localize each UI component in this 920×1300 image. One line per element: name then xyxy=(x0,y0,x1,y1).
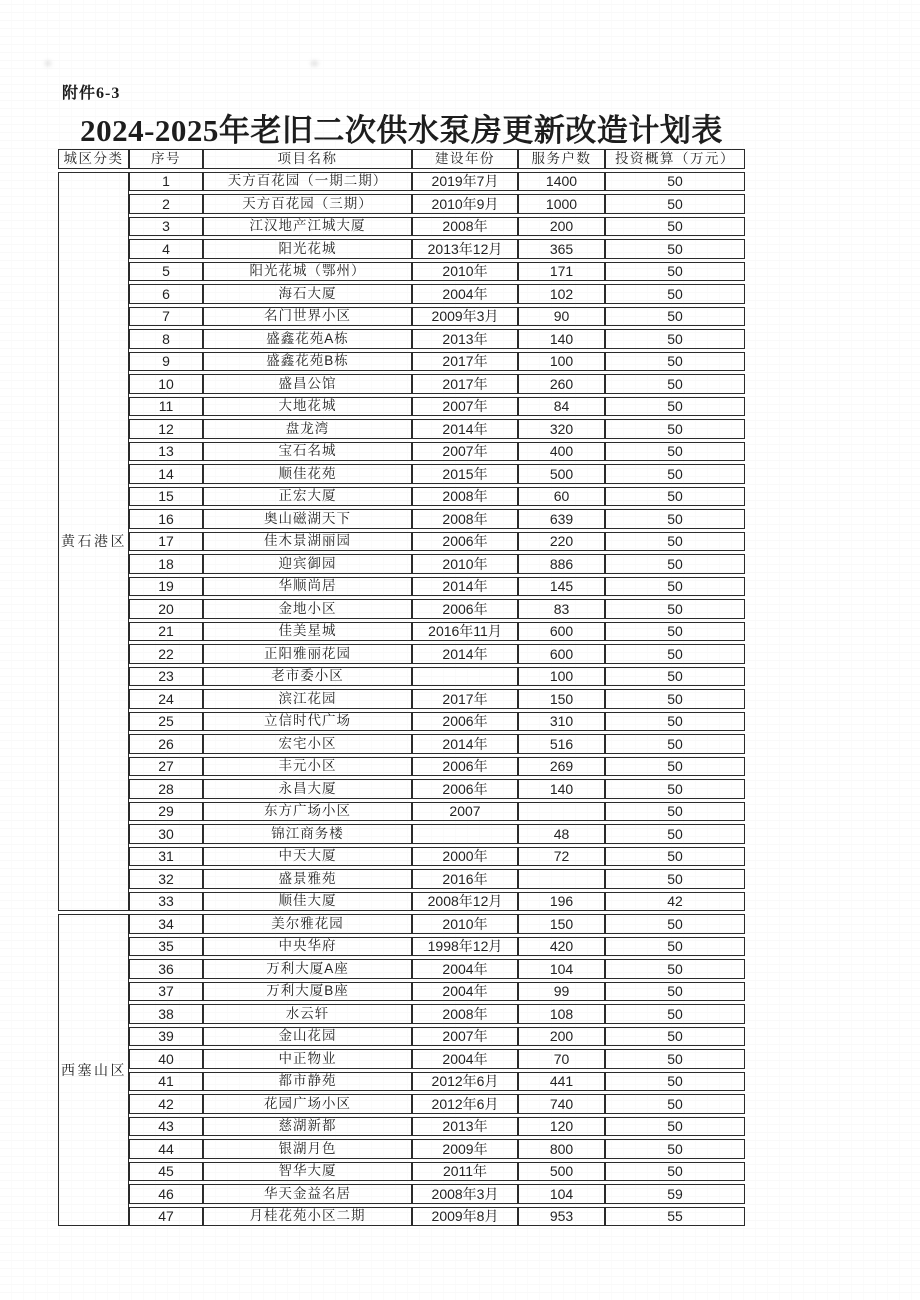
cell-year: 2009年8月 xyxy=(412,1207,518,1227)
table-row xyxy=(58,487,745,507)
cell-year: 2017年 xyxy=(412,689,518,709)
cell-name: 滨江花园 xyxy=(203,689,412,709)
cell-investment: 50 xyxy=(605,779,745,799)
cell-investment: 50 xyxy=(605,262,745,282)
cell-investment: 50 xyxy=(605,194,745,214)
cell-year: 2012年6月 xyxy=(412,1094,518,1114)
col-header-name: 项目名称 xyxy=(203,149,412,169)
cell-year: 2010年 xyxy=(412,262,518,282)
cell-name: 水云轩 xyxy=(203,1004,412,1024)
cell-investment: 50 xyxy=(605,599,745,619)
cell-investment: 50 xyxy=(605,532,745,552)
cell-investment: 50 xyxy=(605,824,745,844)
cell-households: 800 xyxy=(518,1139,605,1159)
cell-name: 顺佳大厦 xyxy=(203,892,412,912)
cell-households: 200 xyxy=(518,1027,605,1047)
cell-name: 迎宾御园 xyxy=(203,554,412,574)
cell-seq: 2 xyxy=(129,194,203,214)
table-row xyxy=(58,464,745,484)
cell-name: 都市静苑 xyxy=(203,1072,412,1092)
cell-households: 140 xyxy=(518,779,605,799)
cell-name: 江汉地产江城大厦 xyxy=(203,217,412,237)
cell-seq: 16 xyxy=(129,509,203,529)
cell-year: 2008年 xyxy=(412,217,518,237)
cell-investment: 50 xyxy=(605,284,745,304)
table-row xyxy=(58,982,745,1002)
table-row xyxy=(58,1117,745,1137)
cell-investment: 50 xyxy=(605,487,745,507)
cell-households: 1000 xyxy=(518,194,605,214)
cell-name: 金地小区 xyxy=(203,599,412,619)
cell-households: 90 xyxy=(518,307,605,327)
cell-investment: 50 xyxy=(605,577,745,597)
cell-investment: 50 xyxy=(605,1004,745,1024)
cell-investment: 50 xyxy=(605,734,745,754)
cell-households: 48 xyxy=(518,824,605,844)
cell-year: 2016年11月 xyxy=(412,622,518,642)
cell-year: 2010年 xyxy=(412,914,518,934)
cell-year: 2019年7月 xyxy=(412,172,518,192)
cell-year: 2008年12月 xyxy=(412,892,518,912)
cell-investment: 50 xyxy=(605,374,745,394)
table-row xyxy=(58,1162,745,1182)
attachment-label: 附件6-3 xyxy=(62,85,121,102)
cell-investment: 50 xyxy=(605,397,745,417)
table-row xyxy=(58,419,745,439)
cell-year: 2009年 xyxy=(412,1139,518,1159)
col-header-year: 建设年份 xyxy=(412,149,518,169)
cell-seq: 37 xyxy=(129,982,203,1002)
cell-seq: 22 xyxy=(129,644,203,664)
cell-name: 正阳雅丽花园 xyxy=(203,644,412,664)
cell-households: 200 xyxy=(518,217,605,237)
cell-households xyxy=(518,869,605,889)
cell-investment: 50 xyxy=(605,1094,745,1114)
table-row xyxy=(58,509,745,529)
cell-name: 盘龙湾 xyxy=(203,419,412,439)
cell-year: 2008年 xyxy=(412,509,518,529)
cell-seq: 3 xyxy=(129,217,203,237)
cell-seq: 40 xyxy=(129,1049,203,1069)
cell-households: 639 xyxy=(518,509,605,529)
cell-year xyxy=(412,824,518,844)
cell-households: 100 xyxy=(518,352,605,372)
table-row xyxy=(58,262,745,282)
cell-name: 盛鑫花苑B栋 xyxy=(203,352,412,372)
cell-year: 2011年 xyxy=(412,1162,518,1182)
cell-seq: 43 xyxy=(129,1117,203,1137)
table-row xyxy=(58,847,745,867)
cell-households: 108 xyxy=(518,1004,605,1024)
table-row xyxy=(58,757,745,777)
cell-investment: 50 xyxy=(605,959,745,979)
cell-name: 阳光花城 xyxy=(203,239,412,259)
cell-investment: 50 xyxy=(605,217,745,237)
cell-year: 2014年 xyxy=(412,577,518,597)
cell-year: 2013年 xyxy=(412,1117,518,1137)
table-row xyxy=(58,532,745,552)
cell-investment: 50 xyxy=(605,802,745,822)
cell-name: 银湖月色 xyxy=(203,1139,412,1159)
cell-name: 丰元小区 xyxy=(203,757,412,777)
cell-seq: 10 xyxy=(129,374,203,394)
cell-seq: 19 xyxy=(129,577,203,597)
cell-investment: 42 xyxy=(605,892,745,912)
cell-seq: 8 xyxy=(129,329,203,349)
cell-seq: 26 xyxy=(129,734,203,754)
cell-households: 600 xyxy=(518,644,605,664)
cell-name: 阳光花城（鄂州） xyxy=(203,262,412,282)
cell-seq: 39 xyxy=(129,1027,203,1047)
col-header-district: 城区分类 xyxy=(58,149,129,169)
cell-year: 2006年 xyxy=(412,599,518,619)
table-row xyxy=(58,779,745,799)
cell-households: 500 xyxy=(518,1162,605,1182)
cell-year: 2008年 xyxy=(412,487,518,507)
cell-households xyxy=(518,802,605,822)
col-header-households: 服务户数 xyxy=(518,149,605,169)
cell-households: 104 xyxy=(518,959,605,979)
cell-year: 2014年 xyxy=(412,419,518,439)
cell-seq: 32 xyxy=(129,869,203,889)
cell-households: 171 xyxy=(518,262,605,282)
cell-investment: 50 xyxy=(605,644,745,664)
cell-year: 2010年 xyxy=(412,554,518,574)
cell-year: 2006年 xyxy=(412,532,518,552)
table-row xyxy=(58,689,745,709)
cell-name: 盛昌公馆 xyxy=(203,374,412,394)
cell-investment: 50 xyxy=(605,1139,745,1159)
cell-name: 名门世界小区 xyxy=(203,307,412,327)
cell-households: 310 xyxy=(518,712,605,732)
cell-year: 2008年3月 xyxy=(412,1184,518,1204)
scan-speck xyxy=(45,61,51,66)
cell-households: 72 xyxy=(518,847,605,867)
cell-seq: 29 xyxy=(129,802,203,822)
cell-year: 2004年 xyxy=(412,982,518,1002)
cell-seq: 7 xyxy=(129,307,203,327)
table-row xyxy=(58,1184,745,1204)
table-row xyxy=(58,194,745,214)
cell-investment: 50 xyxy=(605,419,745,439)
cell-name: 智华大厦 xyxy=(203,1162,412,1182)
cell-seq: 9 xyxy=(129,352,203,372)
cell-name: 锦江商务楼 xyxy=(203,824,412,844)
cell-households: 99 xyxy=(518,982,605,1002)
cell-investment: 50 xyxy=(605,1072,745,1092)
cell-investment: 50 xyxy=(605,442,745,462)
cell-households: 60 xyxy=(518,487,605,507)
cell-households: 600 xyxy=(518,622,605,642)
cell-seq: 30 xyxy=(129,824,203,844)
table-row xyxy=(58,307,745,327)
cell-investment: 55 xyxy=(605,1207,745,1227)
cell-name: 金山花园 xyxy=(203,1027,412,1047)
cell-seq: 14 xyxy=(129,464,203,484)
cell-name: 中天大厦 xyxy=(203,847,412,867)
cell-name: 宏宅小区 xyxy=(203,734,412,754)
table-row xyxy=(58,712,745,732)
cell-households: 120 xyxy=(518,1117,605,1137)
cell-name: 天方百花园（三期） xyxy=(203,194,412,214)
cell-investment: 50 xyxy=(605,239,745,259)
cell-seq: 11 xyxy=(129,397,203,417)
cell-seq: 45 xyxy=(129,1162,203,1182)
cell-seq: 41 xyxy=(129,1072,203,1092)
cell-households: 150 xyxy=(518,689,605,709)
plan-table xyxy=(58,146,745,1229)
table-row xyxy=(58,959,745,979)
table-row xyxy=(58,172,745,192)
cell-year: 2004年 xyxy=(412,959,518,979)
cell-seq: 12 xyxy=(129,419,203,439)
table-row xyxy=(58,802,745,822)
cell-households: 140 xyxy=(518,329,605,349)
cell-year: 2000年 xyxy=(412,847,518,867)
cell-households: 220 xyxy=(518,532,605,552)
cell-year: 2007年 xyxy=(412,442,518,462)
cell-households: 500 xyxy=(518,464,605,484)
cell-households: 150 xyxy=(518,914,605,934)
cell-year: 2013年12月 xyxy=(412,239,518,259)
cell-households: 84 xyxy=(518,397,605,417)
cell-name: 奥山磁湖天下 xyxy=(203,509,412,529)
cell-seq: 42 xyxy=(129,1094,203,1114)
cell-year: 2012年6月 xyxy=(412,1072,518,1092)
cell-investment: 50 xyxy=(605,329,745,349)
table-row xyxy=(58,622,745,642)
cell-investment: 50 xyxy=(605,689,745,709)
table-row xyxy=(58,869,745,889)
table-row xyxy=(58,937,745,957)
cell-seq: 4 xyxy=(129,239,203,259)
cell-name: 正宏大厦 xyxy=(203,487,412,507)
cell-investment: 50 xyxy=(605,307,745,327)
cell-year: 2007 xyxy=(412,802,518,822)
col-header-seq: 序号 xyxy=(129,149,203,169)
cell-seq: 47 xyxy=(129,1207,203,1227)
cell-seq: 46 xyxy=(129,1184,203,1204)
cell-year: 1998年12月 xyxy=(412,937,518,957)
table-row xyxy=(58,397,745,417)
cell-seq: 25 xyxy=(129,712,203,732)
cell-investment: 50 xyxy=(605,1049,745,1069)
cell-name: 东方广场小区 xyxy=(203,802,412,822)
cell-name: 慈湖新都 xyxy=(203,1117,412,1137)
table-row xyxy=(58,667,745,687)
cell-investment: 50 xyxy=(605,172,745,192)
cell-seq: 28 xyxy=(129,779,203,799)
cell-households: 70 xyxy=(518,1049,605,1069)
cell-year: 2007年 xyxy=(412,1027,518,1047)
cell-name: 天方百花园（一期二期） xyxy=(203,172,412,192)
cell-name: 佳木景湖丽园 xyxy=(203,532,412,552)
table-row xyxy=(58,644,745,664)
cell-investment: 50 xyxy=(605,757,745,777)
cell-name: 月桂花苑小区二期 xyxy=(203,1207,412,1227)
cell-households: 104 xyxy=(518,1184,605,1204)
table-row xyxy=(58,824,745,844)
header-row xyxy=(58,149,745,169)
cell-name: 顺佳花苑 xyxy=(203,464,412,484)
table-body xyxy=(58,172,745,1227)
cell-year: 2006年 xyxy=(412,712,518,732)
col-header-investment: 投资概算（万元） xyxy=(605,149,745,169)
cell-year: 2006年 xyxy=(412,779,518,799)
cell-investment: 50 xyxy=(605,464,745,484)
cell-seq: 6 xyxy=(129,284,203,304)
cell-investment: 50 xyxy=(605,622,745,642)
cell-households: 516 xyxy=(518,734,605,754)
cell-households: 740 xyxy=(518,1094,605,1114)
table-row xyxy=(58,734,745,754)
table-row xyxy=(58,329,745,349)
cell-year: 2009年3月 xyxy=(412,307,518,327)
cell-investment: 50 xyxy=(605,554,745,574)
cell-name: 中正物业 xyxy=(203,1049,412,1069)
cell-households: 100 xyxy=(518,667,605,687)
table-row xyxy=(58,1139,745,1159)
cell-investment: 59 xyxy=(605,1184,745,1204)
cell-name: 永昌大厦 xyxy=(203,779,412,799)
cell-name: 盛景雅苑 xyxy=(203,869,412,889)
cell-name: 海石大厦 xyxy=(203,284,412,304)
cell-seq: 34 xyxy=(129,914,203,934)
cell-seq: 24 xyxy=(129,689,203,709)
cell-investment: 50 xyxy=(605,869,745,889)
cell-name: 万利大厦B座 xyxy=(203,982,412,1002)
cell-households: 953 xyxy=(518,1207,605,1227)
cell-households: 83 xyxy=(518,599,605,619)
table-row xyxy=(58,374,745,394)
page-title: 2024-2025年老旧二次供水泵房更新改造计划表 xyxy=(80,113,723,148)
cell-year: 2004年 xyxy=(412,284,518,304)
cell-name: 立信时代广场 xyxy=(203,712,412,732)
cell-households: 269 xyxy=(518,757,605,777)
cell-name: 华顺尚居 xyxy=(203,577,412,597)
cell-households: 1400 xyxy=(518,172,605,192)
cell-households: 365 xyxy=(518,239,605,259)
cell-seq: 13 xyxy=(129,442,203,462)
cell-year: 2007年 xyxy=(412,397,518,417)
cell-year: 2015年 xyxy=(412,464,518,484)
cell-name: 华天金益名居 xyxy=(203,1184,412,1204)
cell-year: 2014年 xyxy=(412,734,518,754)
table-row xyxy=(58,1094,745,1114)
table-row xyxy=(58,892,745,912)
cell-investment: 50 xyxy=(605,509,745,529)
cell-name: 花园广场小区 xyxy=(203,1094,412,1114)
cell-year: 2017年 xyxy=(412,374,518,394)
table-row xyxy=(58,239,745,259)
cell-seq: 33 xyxy=(129,892,203,912)
cell-seq: 36 xyxy=(129,959,203,979)
cell-investment: 50 xyxy=(605,937,745,957)
cell-year: 2008年 xyxy=(412,1004,518,1024)
cell-investment: 50 xyxy=(605,914,745,934)
table-row xyxy=(58,577,745,597)
cell-seq: 21 xyxy=(129,622,203,642)
table-row xyxy=(58,1072,745,1092)
cell-name: 宝石名城 xyxy=(203,442,412,462)
cell-seq: 20 xyxy=(129,599,203,619)
cell-households: 196 xyxy=(518,892,605,912)
cell-households: 102 xyxy=(518,284,605,304)
cell-seq: 1 xyxy=(129,172,203,192)
cell-year xyxy=(412,667,518,687)
cell-seq: 15 xyxy=(129,487,203,507)
cell-seq: 44 xyxy=(129,1139,203,1159)
cell-households: 260 xyxy=(518,374,605,394)
cell-name: 美尔雅花园 xyxy=(203,914,412,934)
cell-year: 2014年 xyxy=(412,644,518,664)
cell-investment: 50 xyxy=(605,352,745,372)
cell-seq: 5 xyxy=(129,262,203,282)
table-row xyxy=(58,1049,745,1069)
cell-investment: 50 xyxy=(605,1162,745,1182)
cell-investment: 50 xyxy=(605,982,745,1002)
table-row xyxy=(58,442,745,462)
cell-year: 2013年 xyxy=(412,329,518,349)
table-row xyxy=(58,599,745,619)
cell-households: 320 xyxy=(518,419,605,439)
cell-year: 2004年 xyxy=(412,1049,518,1069)
table-row xyxy=(58,1004,745,1024)
cell-households: 145 xyxy=(518,577,605,597)
district-cell: 西塞山区 xyxy=(58,914,129,1226)
cell-seq: 23 xyxy=(129,667,203,687)
cell-investment: 50 xyxy=(605,712,745,732)
table-row xyxy=(58,284,745,304)
cell-seq: 18 xyxy=(129,554,203,574)
cell-name: 万利大厦A座 xyxy=(203,959,412,979)
table-row xyxy=(58,554,745,574)
cell-households: 441 xyxy=(518,1072,605,1092)
cell-seq: 35 xyxy=(129,937,203,957)
cell-name: 盛鑫花苑A栋 xyxy=(203,329,412,349)
cell-name: 老市委小区 xyxy=(203,667,412,687)
cell-investment: 50 xyxy=(605,1117,745,1137)
table-row xyxy=(58,1207,745,1227)
cell-seq: 17 xyxy=(129,532,203,552)
cell-households: 400 xyxy=(518,442,605,462)
table-row xyxy=(58,914,745,934)
cell-seq: 27 xyxy=(129,757,203,777)
cell-seq: 38 xyxy=(129,1004,203,1024)
cell-year: 2010年9月 xyxy=(412,194,518,214)
cell-investment: 50 xyxy=(605,1027,745,1047)
table-row xyxy=(58,1027,745,1047)
cell-investment: 50 xyxy=(605,667,745,687)
cell-name: 大地花城 xyxy=(203,397,412,417)
table-row xyxy=(58,352,745,372)
cell-name: 中央华府 xyxy=(203,937,412,957)
cell-year: 2016年 xyxy=(412,869,518,889)
table-row xyxy=(58,217,745,237)
cell-households: 420 xyxy=(518,937,605,957)
cell-households: 886 xyxy=(518,554,605,574)
district-cell: 黄石港区 xyxy=(58,172,129,912)
scan-speck xyxy=(311,61,318,66)
cell-year: 2006年 xyxy=(412,757,518,777)
cell-year: 2017年 xyxy=(412,352,518,372)
cell-seq: 31 xyxy=(129,847,203,867)
cell-name: 佳美星城 xyxy=(203,622,412,642)
cell-investment: 50 xyxy=(605,847,745,867)
